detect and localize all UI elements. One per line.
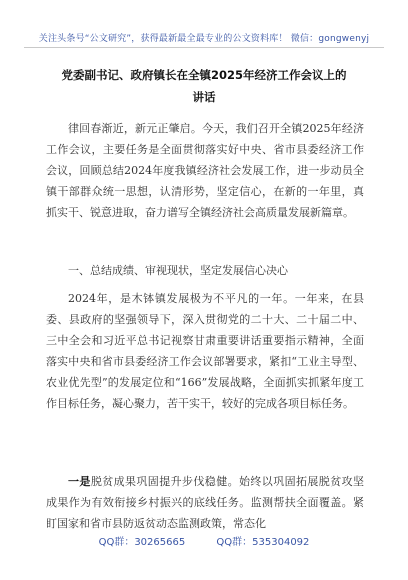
paragraph-lead: 一是 xyxy=(68,475,91,488)
section-heading-1: 一、总结成绩、审视现状，坚定发展信心决心 xyxy=(68,264,288,277)
footer-contact xyxy=(0,533,408,548)
header-banner: 关注头条号“公文研究”，获得最新最全最专业的公文资料库！ 微信：gongwenyj xyxy=(38,34,370,44)
qq-group-1: QQ群：30265665 xyxy=(98,537,186,548)
paragraph-review: 2024年，是木钵镇发展极为不平凡的一年。一年来，在县委、县政府的坚强领导下，深入贯彻党的二十大、二十届二中、三中全会和习近平总书记视察甘肃重要讲话重要指示精神，全面落实中央和省市县委经济工作会议部署要求，紧扣“工业主导型、农业优先型”的发展定位和“166”发展战略，全面抓实抓紧年度工作目标任务，凝心聚力，苦干实干，较好的完成各项目标任务。 xyxy=(46,292,364,410)
paragraph-poverty xyxy=(46,471,364,534)
document-title: 党委副书记、政府镇长在全镇2025年经济工作会议上的讲话 xyxy=(61,68,347,104)
paragraph-intro: 律回春渐近，新元正肇启。今天，我们召开全镇2025年经济工作会议，主要任务是全面贯彻落实好中央、省市县委经济工作会议，回顾总结2024年度我镇经济社会发展工作，进一步动员全镇干部群众统一思想，认清形势，坚定信心，在新的一年里，真抓实干、锐意进取，奋力谱写全镇经济社会高质量发展新篇章。 xyxy=(46,122,364,219)
header-divider xyxy=(24,47,384,48)
qq-group-2: QQ群：535304092 xyxy=(216,537,310,548)
paragraph-body: 脱贫成果巩固提升步伐稳健。始终以巩固拓展脱贫攻坚成果作为有效衔接乡村振兴的底线任务。监测帮扶全面覆盖。紧盯国家和省市县防返贫动态监测政策，常态化 xyxy=(46,475,365,530)
